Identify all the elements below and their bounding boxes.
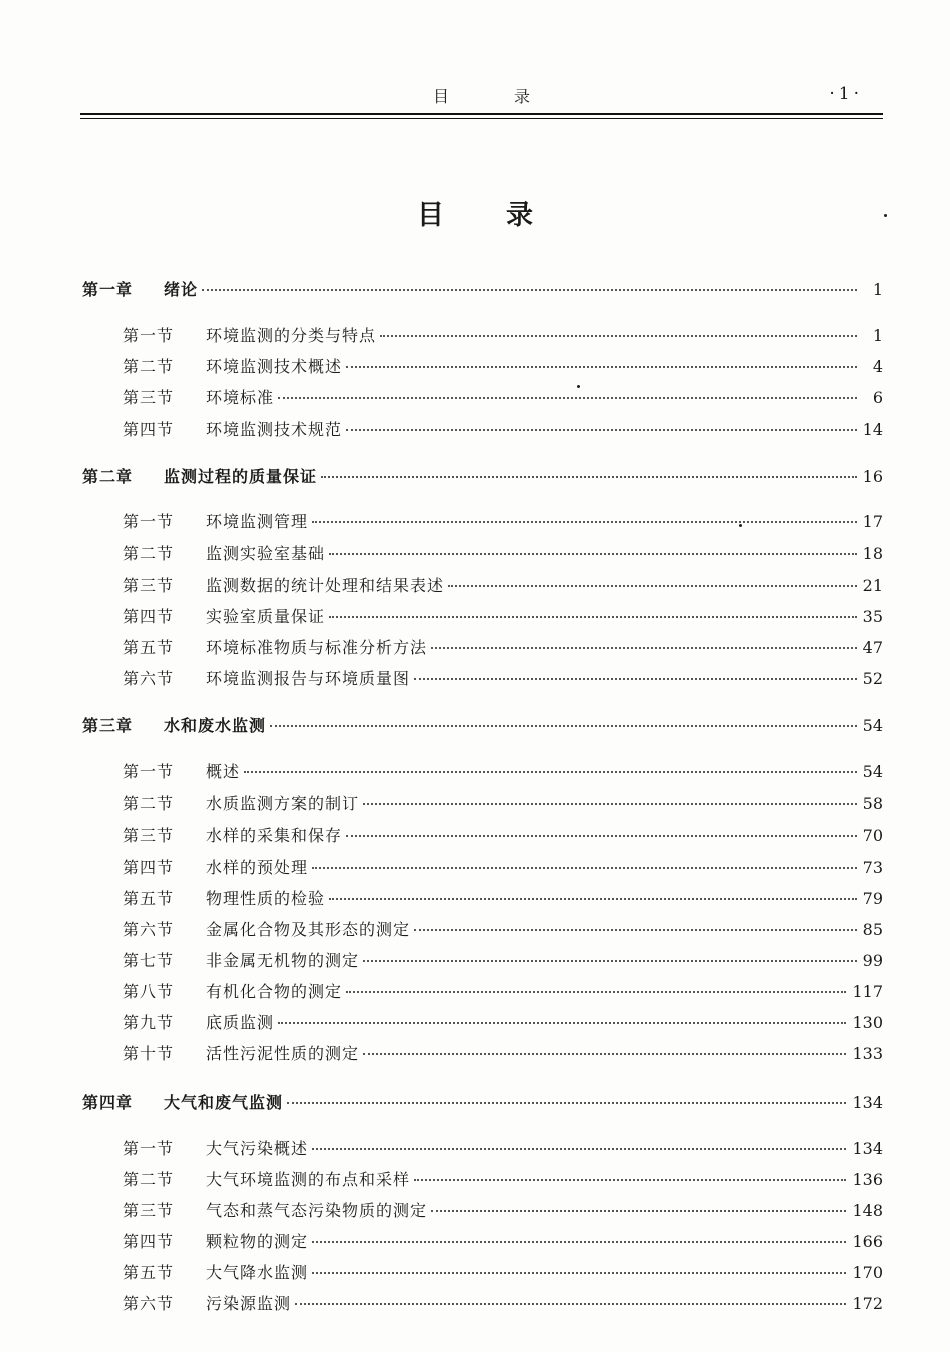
toc-section-entry[interactable] (123, 1011, 883, 1035)
section-title: 大气污染概述 (206, 1139, 309, 1158)
section-number: 第五节 (123, 638, 175, 657)
dot-leader (312, 1241, 846, 1243)
toc-section-entry[interactable] (123, 667, 883, 691)
section-title: 水样的采集和保存 (206, 826, 343, 845)
section-page-number: 117 (852, 982, 883, 1001)
section-title: 活性污泥性质的测定 (206, 1044, 360, 1063)
section-title: 环境监测技术概述 (206, 357, 343, 376)
chapter-title: 水和废水监测 (164, 716, 267, 735)
section-title: 污染源监测 (206, 1294, 292, 1313)
dot-leader (312, 867, 857, 869)
section-number: 第二节 (123, 357, 175, 376)
dot-leader (321, 476, 857, 478)
section-number: 第四节 (123, 858, 175, 877)
dot-leader (270, 725, 857, 727)
toc-section-entry[interactable] (123, 949, 883, 973)
section-page-number: 18 (862, 544, 883, 563)
dot-leader (346, 991, 846, 993)
dot-leader (295, 1303, 846, 1305)
running-header-title: 目 录 (432, 87, 561, 106)
header-rule-thin (80, 118, 883, 119)
dot-leader (329, 898, 857, 900)
section-number: 第六节 (123, 920, 175, 939)
section-page-number: 73 (862, 858, 883, 877)
section-page-number: 85 (862, 920, 883, 939)
section-number: 第二节 (123, 544, 175, 563)
chapter-title: 监测过程的质量保证 (164, 467, 318, 486)
section-title: 环境标准物质与标准分析方法 (206, 638, 428, 657)
section-page-number: 4 (872, 357, 883, 376)
section-title: 实验室质量保证 (206, 607, 326, 626)
chapter-page-number: 134 (852, 1093, 883, 1112)
section-title: 环境监测技术规范 (206, 420, 343, 439)
section-title: 颗粒物的测定 (206, 1232, 309, 1251)
toc-section-entry[interactable] (123, 418, 883, 442)
section-title: 非金属无机物的测定 (206, 951, 360, 970)
section-page-number: 21 (862, 576, 883, 595)
section-page-number: 133 (852, 1044, 883, 1063)
chapter-title: 绪论 (164, 280, 199, 299)
toc-section-entry[interactable] (123, 605, 883, 629)
toc-section-entry[interactable] (123, 1168, 883, 1192)
section-number: 第三节 (123, 1201, 175, 1220)
section-title: 概述 (206, 762, 241, 781)
toc-section-entry[interactable] (123, 980, 883, 1004)
chapter-number: 第四章 (82, 1093, 134, 1112)
section-title: 有机化合物的测定 (206, 982, 343, 1001)
section-title: 环境监测的分类与特点 (206, 326, 377, 345)
toc-section-entry[interactable] (123, 792, 883, 816)
dot-leader (312, 521, 857, 523)
toc-section-entry[interactable] (123, 856, 883, 880)
toc-chapter-entry[interactable] (82, 1091, 883, 1115)
toc-section-entry[interactable] (123, 1042, 883, 1066)
section-number: 第三节 (123, 576, 175, 595)
running-header (80, 80, 883, 116)
chapter-page-number: 1 (872, 280, 883, 299)
toc-section-entry[interactable] (123, 1230, 883, 1254)
section-title: 水样的预处理 (206, 858, 309, 877)
toc-section-entry[interactable] (123, 760, 883, 784)
dot-leader (329, 616, 857, 618)
section-title: 监测数据的统计处理和结果表述 (206, 576, 445, 595)
toc-section-entry[interactable] (123, 355, 883, 379)
toc-section-entry[interactable] (123, 574, 883, 598)
section-page-number: 172 (852, 1294, 883, 1313)
dot-leader (244, 771, 857, 773)
toc-chapter-entry[interactable] (82, 714, 883, 738)
toc-section-entry[interactable] (123, 510, 883, 534)
chapter-title: 大气和废气监测 (164, 1093, 284, 1112)
dot-leader (346, 835, 857, 837)
section-title: 环境监测报告与环境质量图 (206, 669, 411, 688)
toc-section-entry[interactable] (123, 824, 883, 848)
section-number: 第一节 (123, 762, 175, 781)
section-title: 环境监测管理 (206, 512, 309, 531)
dot-leader (363, 1053, 846, 1055)
section-page-number: 148 (852, 1201, 883, 1220)
dot-leader (380, 335, 857, 337)
chapter-number: 第三章 (82, 716, 134, 735)
dot-leader (363, 803, 857, 805)
section-number: 第四节 (123, 420, 175, 439)
toc-section-entry[interactable] (123, 324, 883, 348)
dot-leader (414, 678, 857, 680)
section-title: 大气降水监测 (206, 1263, 309, 1282)
section-page-number: 79 (862, 889, 883, 908)
dot-leader (312, 1272, 846, 1274)
chapter-number: 第二章 (82, 467, 134, 486)
dot-leader (414, 929, 857, 931)
header-rule-thick (80, 113, 883, 115)
toc-chapter-entry[interactable] (82, 465, 883, 489)
toc-section-entry[interactable] (123, 887, 883, 911)
section-page-number: 52 (862, 669, 883, 688)
section-page-number: 1 (872, 326, 883, 345)
dot-leader (202, 289, 857, 291)
section-number: 第八节 (123, 982, 175, 1001)
toc-section-entry[interactable] (123, 636, 883, 660)
dot-leader (431, 1210, 846, 1212)
dot-leader (448, 585, 857, 587)
section-number: 第一节 (123, 326, 175, 345)
section-number: 第三节 (123, 388, 175, 407)
section-page-number: 58 (862, 794, 883, 813)
dot-leader (346, 429, 857, 431)
toc-section-entry[interactable] (123, 918, 883, 942)
section-number: 第一节 (123, 512, 175, 531)
section-number: 第十节 (123, 1044, 175, 1063)
toc-section-entry[interactable] (123, 1137, 883, 1161)
section-title: 环境标准 (206, 388, 275, 407)
section-title: 底质监测 (206, 1013, 275, 1032)
section-page-number: 17 (862, 512, 883, 531)
section-page-number: 170 (852, 1263, 883, 1282)
section-number: 第二节 (123, 794, 175, 813)
section-page-number: 47 (862, 638, 883, 657)
section-title: 大气环境监测的布点和采样 (206, 1170, 411, 1189)
dot-leader (346, 366, 857, 368)
section-page-number: 6 (872, 388, 883, 407)
section-number: 第六节 (123, 1294, 175, 1313)
dot-leader (431, 647, 857, 649)
dot-leader (278, 1022, 846, 1024)
toc-section-entry[interactable] (123, 386, 883, 410)
section-title: 水质监测方案的制订 (206, 794, 360, 813)
section-number: 第五节 (123, 889, 175, 908)
section-number: 第四节 (123, 1232, 175, 1251)
dot-leader (414, 1179, 846, 1181)
section-number: 第五节 (123, 1263, 175, 1282)
toc-chapter-entry[interactable] (82, 278, 883, 302)
section-title: 物理性质的检验 (206, 889, 326, 908)
section-page-number: 70 (862, 826, 883, 845)
scan-speck (884, 214, 887, 217)
toc-section-entry[interactable] (123, 542, 883, 566)
dot-leader (329, 553, 857, 555)
section-page-number: 99 (862, 951, 883, 970)
section-page-number: 130 (852, 1013, 883, 1032)
section-number: 第四节 (123, 607, 175, 626)
section-page-number: 166 (852, 1232, 883, 1251)
section-page-number: 14 (862, 420, 883, 439)
toc-section-entry[interactable] (123, 1199, 883, 1223)
toc-section-entry[interactable] (123, 1292, 883, 1316)
section-number: 第九节 (123, 1013, 175, 1032)
page-number: ·1· (829, 84, 863, 104)
section-page-number: 134 (852, 1139, 883, 1158)
section-number: 第二节 (123, 1170, 175, 1189)
section-page-number: 136 (852, 1170, 883, 1189)
dot-leader (312, 1148, 846, 1150)
chapter-number: 第一章 (82, 280, 134, 299)
section-title: 监测实验室基础 (206, 544, 326, 563)
page-title: 目录 (417, 200, 595, 231)
dot-leader (287, 1102, 846, 1104)
chapter-page-number: 16 (862, 467, 883, 486)
section-title: 气态和蒸气态污染物质的测定 (206, 1201, 428, 1220)
toc-section-entry[interactable] (123, 1261, 883, 1285)
section-number: 第三节 (123, 826, 175, 845)
section-title: 金属化合物及其形态的测定 (206, 920, 411, 939)
section-number: 第一节 (123, 1139, 175, 1158)
section-number: 第七节 (123, 951, 175, 970)
section-page-number: 54 (862, 762, 883, 781)
section-page-number: 35 (862, 607, 883, 626)
dot-leader (363, 960, 857, 962)
section-number: 第六节 (123, 669, 175, 688)
chapter-page-number: 54 (862, 716, 883, 735)
dot-leader (278, 397, 857, 399)
